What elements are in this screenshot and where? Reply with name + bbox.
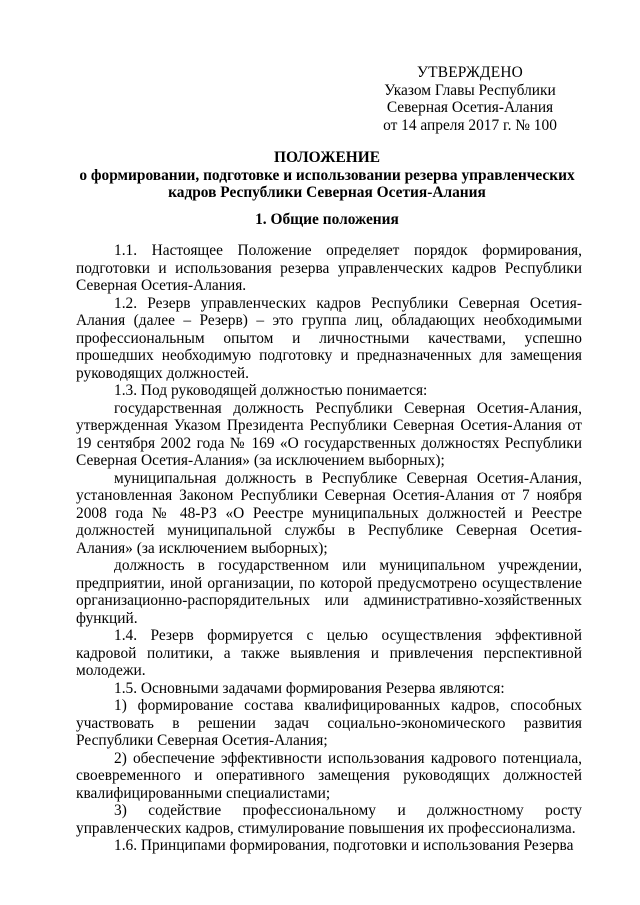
document-title: ПОЛОЖЕНИЕ	[274, 149, 380, 166]
paragraph: 1.4. Резерв формируется с целью осуществления эффективной кадровой политики, а также выявления и привлечения перспективной молодежи.	[76, 627, 582, 679]
paragraph: 1.1. Настоящее Положение определяет порядок формирования, подготовки и использования резерва управленческих кадров Республики Северная Осетия-Алания.	[76, 242, 582, 294]
paragraph: муниципальная должность в Республике Северная Осетия-Алания, установленная Законом Республики Северная Осетия-Алания от 7 ноября 2008 года № 48-РЗ «О Реестре муниципальных должностей и Реестре должностей муниципальной службы в Республике Северная Осетия-Алания» (за исключением выборных);	[76, 469, 582, 557]
approval-line-3: от 14 апреля 2017 г. № 100	[383, 116, 557, 134]
paragraph: 1.2. Резерв управленческих кадров Республики Северная Осетия-Алания (далее – Резерв) – это группа лиц, обладающих необходимыми профессиональным опытом и личностными качествами, успешно прошедших необходимую подготовку и предназначенных для замещения руководящих должностей.	[76, 294, 582, 382]
paragraph: 1.6. Принципами формирования, подготовки и использования Резерва	[114, 837, 574, 854]
approval-stamp	[370, 64, 570, 134]
paragraph: 1) формирование состава квалифицированных кадров, способных участвовать в решении задач социально-экономического развития Республики Северная Осетия-Алания;	[76, 697, 582, 749]
paragraph: 3) содействие профессиональному и должностному росту управленческих кадров, стимулирование повышения их профессионализма.	[76, 802, 582, 837]
approval-title: УТВЕРЖДЕНО	[417, 64, 523, 81]
section-body	[76, 242, 582, 855]
paragraph: должность в государственном или муниципальном учреждении, предприятии, иной организации, по которой предусмотрено осуществление организационно-распорядительных или административно-хозяйственных функций.	[76, 557, 582, 627]
approval-line-2: Северная Осетия-Алания	[386, 99, 554, 116]
document-title-block	[70, 149, 584, 202]
section-heading: 1. Общие положения	[255, 211, 399, 228]
paragraph: государственная должность Республики Северная Осетия-Алания, утвержденная Указом Президента Республики Северная Осетия-Алания от 19 сентября 2002 года № 169 «О государственных должностях Республики Северная Осетия-Алания» (за исключением выборных);	[76, 399, 582, 469]
document-subtitle-line-2: кадров Республики Северная Осетия-Алания	[168, 184, 486, 201]
document-subtitle-line-1: о формировании, подготовке и использовании резерва управленческих	[79, 166, 575, 184]
paragraph: 1.3. Под руководящей должностью понимается:	[114, 382, 428, 399]
approval-line-1: Указом Главы Республики	[384, 81, 556, 99]
paragraph: 1.5. Основными задачами формирования Резерва являются:	[114, 679, 505, 697]
paragraph: 2) обеспечение эффективности использования кадрового потенциала, своевременного и оперативного замещения руководящих должностей квалифицированными специалистами;	[76, 749, 582, 802]
